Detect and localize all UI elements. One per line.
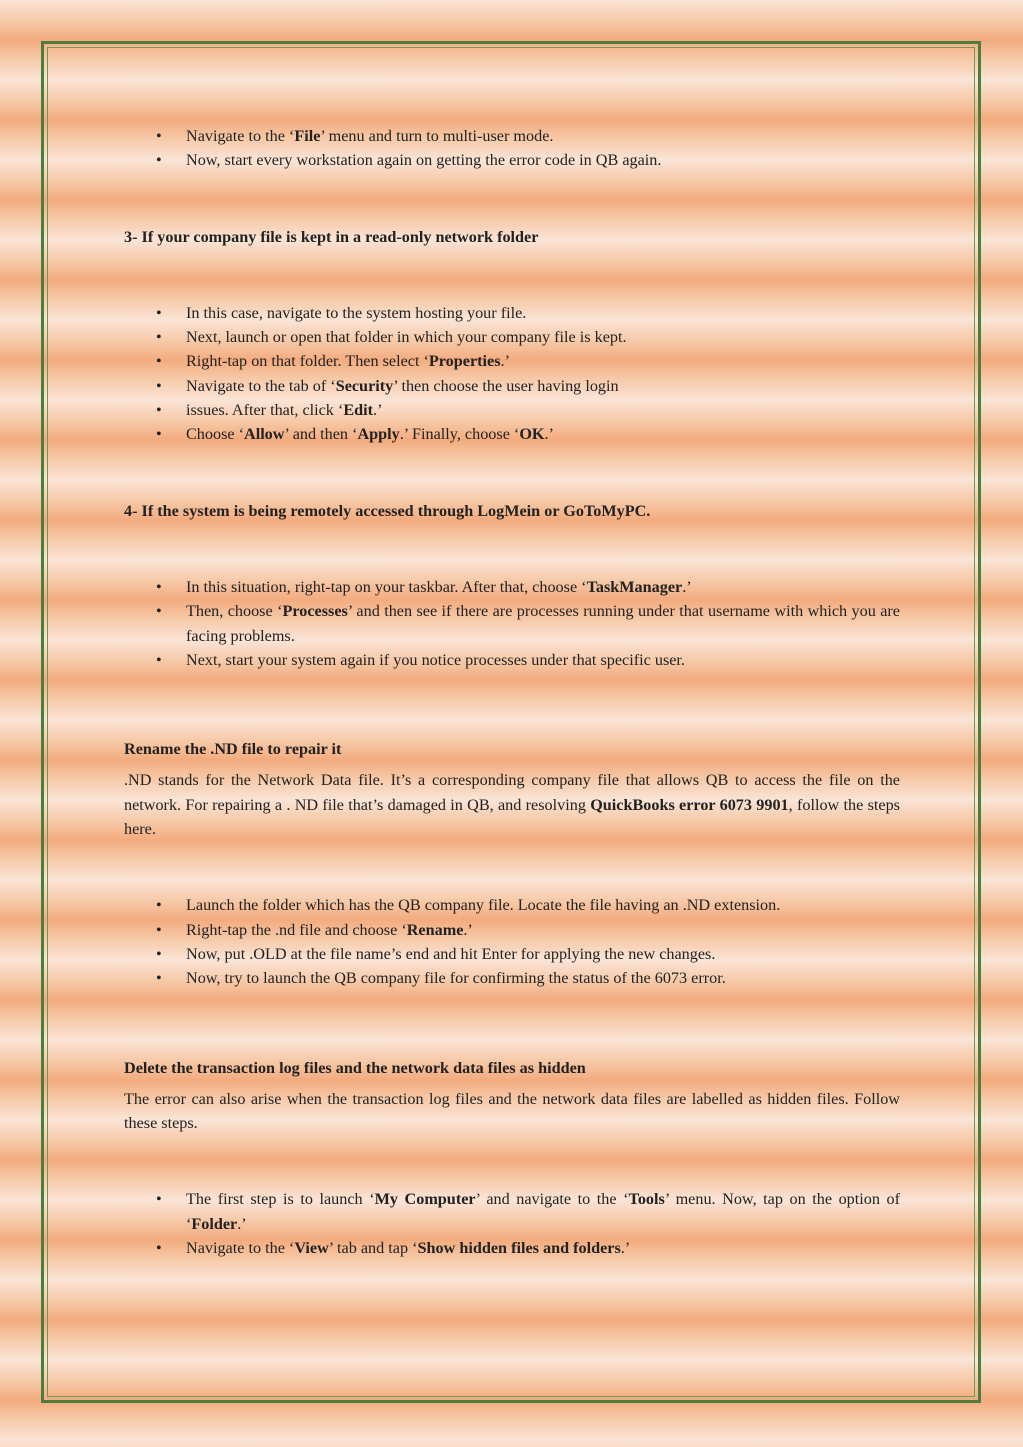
list-item-text: issues. After that, click ‘ [186,401,344,420]
section-heading-rename: Rename the .ND file to repair it [124,740,342,759]
list-item-bold: View [294,1239,329,1258]
section-heading-3: 3- If your company file is kept in a read-only network folder [124,227,539,246]
list-item-text: Navigate to the ‘ [186,127,295,145]
list-item-text: .’ Finally, choose ‘ [399,425,520,444]
list-item-bold: OK [519,425,545,444]
list-item-text: .’ [682,577,692,596]
list-item-text: Launch the folder which has the QB company file. Locate the file having an .ND extension. [186,896,781,915]
list-item-text: Navigate to the ‘ [186,1239,295,1258]
list-item-text: ’ and then see if there are processes running under that username with which you are facing problems. [186,602,900,645]
list-item-text: Next, start your system again if you notice processes under that specific user. [186,650,685,669]
list-item [186,893,900,917]
list-item-bold: Rename [406,920,464,939]
list-item-text: ’ menu. Now, tap on the option of ‘ [186,1190,901,1233]
list-item-text: Next, launch or open that folder in which your company file is kept. [186,328,627,347]
list-item-text: ’ menu and turn to multi-user mode. [320,127,554,145]
bullet-list-readonly [124,301,900,447]
paragraph-rename [124,768,900,841]
list-item-text: ’ and then ‘ [284,425,358,444]
list-item-text: ’ tab and tap ‘ [328,1239,418,1258]
list-item-text: .’ [620,1239,631,1258]
list-item-text: .’ [463,920,473,939]
bullet-list-rename [124,893,900,990]
list-item [186,1236,900,1260]
list-item-bold: Tools [628,1190,665,1209]
bullet-list-hidden-files [124,1187,900,1260]
list-item-bold: File [294,127,321,145]
paragraph-delete: The error can also arise when the transaction log files and the network data files are labelled as hidden files. Follow these steps. [124,1089,900,1133]
list-item-bold: My Computer [374,1190,476,1209]
list-item-text: Now, try to launch the QB company file for confirming the status of the 6073 error. [186,969,726,988]
paragraph-text: .ND stands for the Network Data file. It’s a corresponding company file that allows QB to access the file on the network. For repairing a . ND file that’s damaged in QB, and resolving [124,771,900,814]
list-item [186,599,900,648]
list-item-bold: Apply [357,425,400,444]
list-item-text: Right-tap on that folder. Then select ‘ [186,352,429,371]
list-item-bold: Show hidden files and folders [417,1239,621,1258]
section-heading-delete: Delete the transaction log files and the network data files as hidden [124,1058,586,1077]
list-item-text: In this case, navigate to the system hosting your file. [186,303,527,322]
list-item-bold: Edit [343,401,374,420]
section-heading-4: 4- If the system is being remotely accessed through LogMein or GoToMyPC. [124,501,651,520]
list-item [186,942,900,966]
list-item [186,148,900,172]
list-item [186,349,900,373]
list-item [186,648,900,672]
list-item [186,575,900,599]
list-item [186,124,900,148]
list-item [186,918,900,942]
list-item [186,374,900,398]
list-item [186,398,900,422]
list-item [186,325,900,349]
list-item-bold: Processes [282,602,348,621]
list-item-text: Then, choose ‘ [186,602,283,621]
list-item-text: .’ [500,352,510,371]
list-item-text: .’ [544,425,554,444]
list-item-bold: Properties [428,352,501,371]
list-item-text: The first step is to launch ‘ [186,1190,375,1209]
list-item [186,422,900,446]
list-item-text: In this situation, right-tap on your taskbar. After that, choose ‘ [186,577,587,596]
list-item-text: .’ [373,401,383,420]
list-item-text: Navigate to the tab of ‘ [186,376,336,395]
list-item [186,301,900,325]
paragraph-text: , follow the steps here. [124,795,900,839]
list-item-bold: Allow [244,425,285,444]
bullet-list-multiuser [124,124,900,173]
list-item-text: Now, put .OLD at the file name’s end and hit Enter for applying the new changes. [186,944,716,963]
list-item-text: .’ [237,1214,247,1233]
list-item-bold: Folder [191,1214,238,1233]
list-item-text: Right-tap the .nd file and choose ‘ [186,920,407,939]
list-item-bold: Security [335,376,394,395]
list-item-text: ’ then choose the user having login [393,376,619,395]
list-item-text: Choose ‘ [186,425,244,444]
list-item-text: Now, start every workstation again on getting the error code in QB again. [186,151,662,170]
document-body [124,124,900,1260]
list-item [186,966,900,990]
list-item-bold: TaskManager [586,577,683,596]
bullet-list-remote [124,575,900,672]
list-item [186,1187,900,1236]
list-item-text: ’ and navigate to the ‘ [475,1190,629,1209]
paragraph-bold: QuickBooks error 6073 9901 [590,795,789,814]
